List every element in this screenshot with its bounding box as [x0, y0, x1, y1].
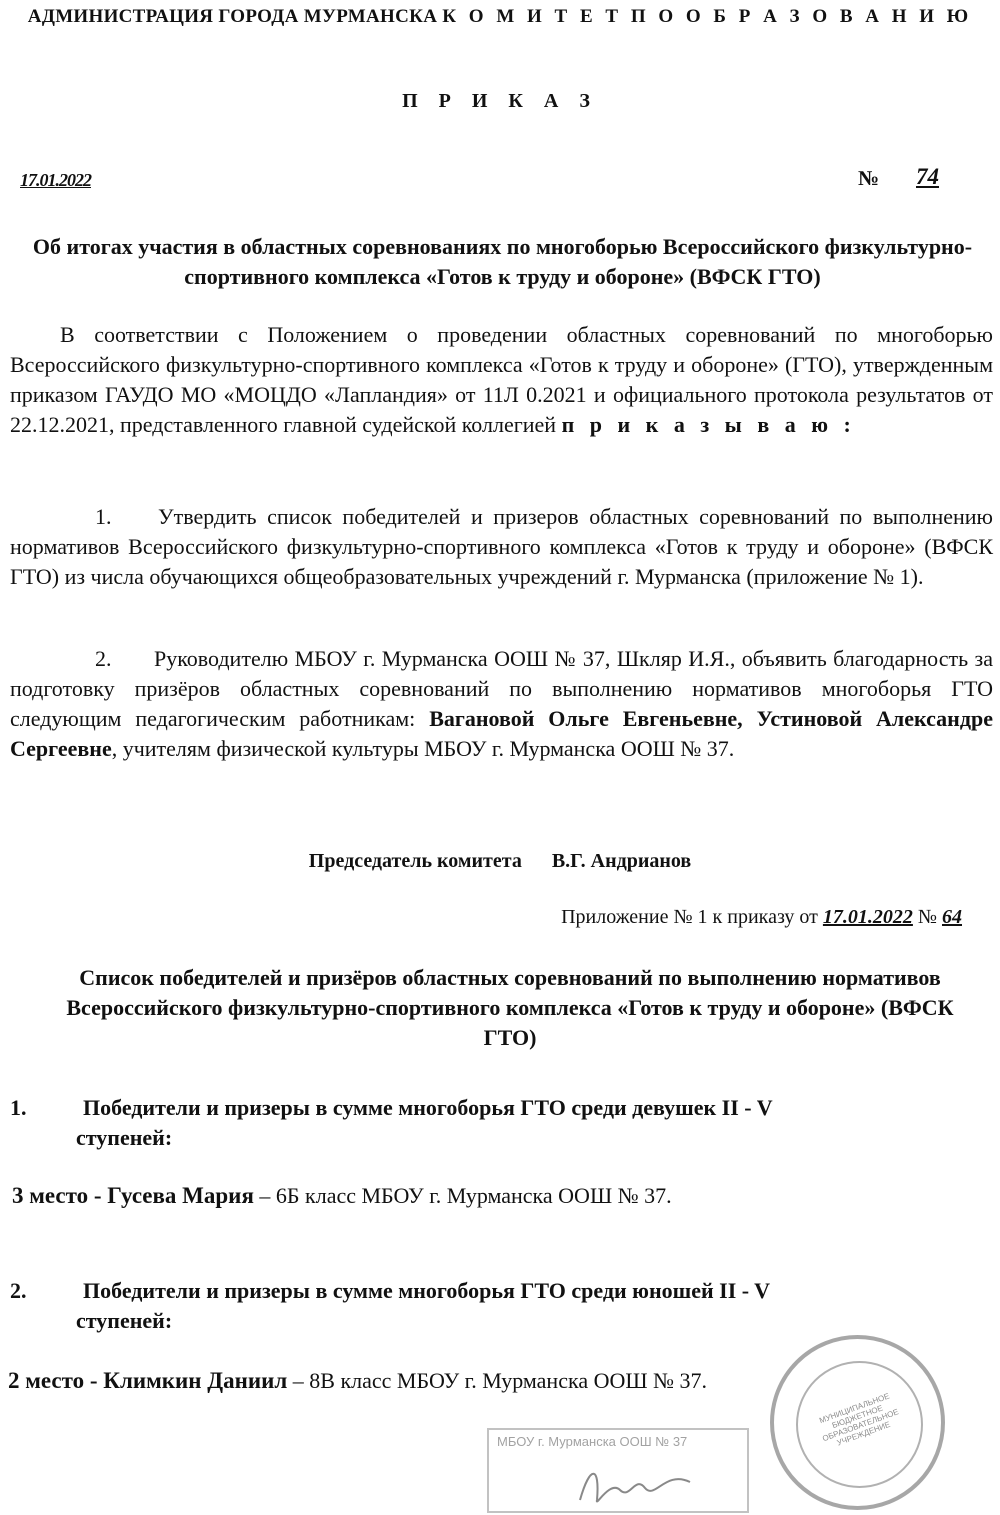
- preamble: [10, 320, 993, 440]
- section-2-place-name: 2 место - Климкин Даниил: [8, 1368, 288, 1393]
- header: [0, 6, 1000, 28]
- order-number: 74: [916, 164, 939, 189]
- section-2-place: [8, 1366, 707, 1396]
- section-1-heading-line2: ступеней:: [76, 1125, 173, 1150]
- section-1-heading-line1: Победители и призеры в сумме многоборья ГТО среди девушек II - V: [83, 1095, 773, 1120]
- section-2-heading-line2: ступеней:: [76, 1308, 173, 1333]
- appendix-note: [561, 906, 962, 929]
- handwritten-signature: [575, 1460, 695, 1515]
- item-1-number: 1.: [95, 504, 112, 529]
- item-2: [10, 644, 993, 764]
- rect-stamp-text: МБОУ г. Мурманска ООШ № 37: [497, 1434, 688, 1449]
- signature-position: Председатель комитета: [308, 850, 522, 872]
- appendix-number: 64: [942, 906, 962, 928]
- item-1-text: Утвердить список победителей и призеров областных соревнований по выполнению нормативов Всероссийского физкультурно-спортивного комплекса «Готов к труду и обороне» (ВФСК ГТО) из числа обучающихся общеобразовательных учреждений г. Мурманска (приложение № 1).: [10, 504, 993, 589]
- section-1-place-name: 3 место - Гусева Мария: [12, 1183, 254, 1208]
- appendix-number-label: №: [917, 906, 937, 928]
- section-1-heading: [10, 1093, 990, 1153]
- item-1: [10, 502, 993, 592]
- header-committee: К О М И Т Е Т П О О Б Р А З О В А Н И Ю: [442, 6, 973, 27]
- item-2-text: Руководителю МБОУ г. Мурманска ООШ № 37, Шкляр И.Я., объявить благодарность за подготовку призёров областных соревнований по выполнению нормативов многоборья ГТО следующим педагогическим работникам:: [10, 646, 994, 731]
- signature-name: В.Г. Андрианов: [551, 850, 692, 872]
- item-2-text-after: , учителям физической культуры МБОУ г. Мурманска ООШ № 37.: [111, 736, 735, 761]
- item-2-number: 2.: [95, 646, 112, 671]
- list-title: Список победителей и призёров областных соревнований по выполнению нормативов Всероссийского физкультурно-спортивного комплекса «Готов к труду и обороне» (ВФСК ГТО): [66, 965, 954, 1050]
- item-2-names: Вагановой Ольге Евгеньевне, Устиновой Александре Сергеевне: [10, 706, 993, 761]
- section-1-place-detail: – 6Б класс МБОУ г. Мурманска ООШ № 37.: [259, 1183, 672, 1208]
- round-seal-text: МУНИЦИПАЛЬНОЕ БЮДЖЕТНОЕ ОБРАЗОВАТЕЛЬНОЕ УЧРЕЖДЕНИЕ: [818, 1391, 900, 1448]
- appendix-date: 17.01.2022: [822, 906, 913, 928]
- order-word: п р и к а з ы в а ю :: [561, 412, 856, 437]
- section-2-number: 2.: [10, 1278, 27, 1303]
- order-number-label: №: [858, 166, 880, 190]
- signature-block: [0, 850, 1000, 873]
- header-admin: АДМИНИСТРАЦИЯ ГОРОДА МУРМАНСКА: [27, 6, 438, 27]
- document-type: П Р И К А З: [402, 90, 598, 112]
- section-2-heading: [10, 1276, 990, 1336]
- signature-scribble: [575, 1460, 695, 1510]
- order-date: 17.01.2022: [20, 170, 91, 190]
- appendix-prefix: Приложение № 1 к приказу от: [561, 906, 818, 928]
- section-1-place: [12, 1181, 672, 1211]
- section-1-number: 1.: [10, 1095, 27, 1120]
- order-title: Об итогах участия в областных соревнованиях по многоборью Всероссийского физкультурно-спортивного комплекса «Готов к труду и обороне» (ВФСК ГТО): [32, 234, 973, 289]
- section-2-heading-line1: Победители и призеры в сумме многоборья ГТО среди юношей II - V: [83, 1278, 771, 1303]
- round-seal: [770, 1335, 945, 1510]
- preamble-text: В соответствии с Положением о проведении областных соревнований по многоборью Всероссийского физкультурно-спортивного комплекса «Готов к труду и обороне» (ГТО), утвержденным приказом ГАУДО МО «МОЦДО «Лапландия» от 11Л 0.2021 и официального протокола результатов от 22.12.2021, представленного главной судейской коллегией: [10, 322, 993, 437]
- section-2-place-detail: – 8В класс МБОУ г. Мурманска ООШ № 37.: [292, 1368, 708, 1393]
